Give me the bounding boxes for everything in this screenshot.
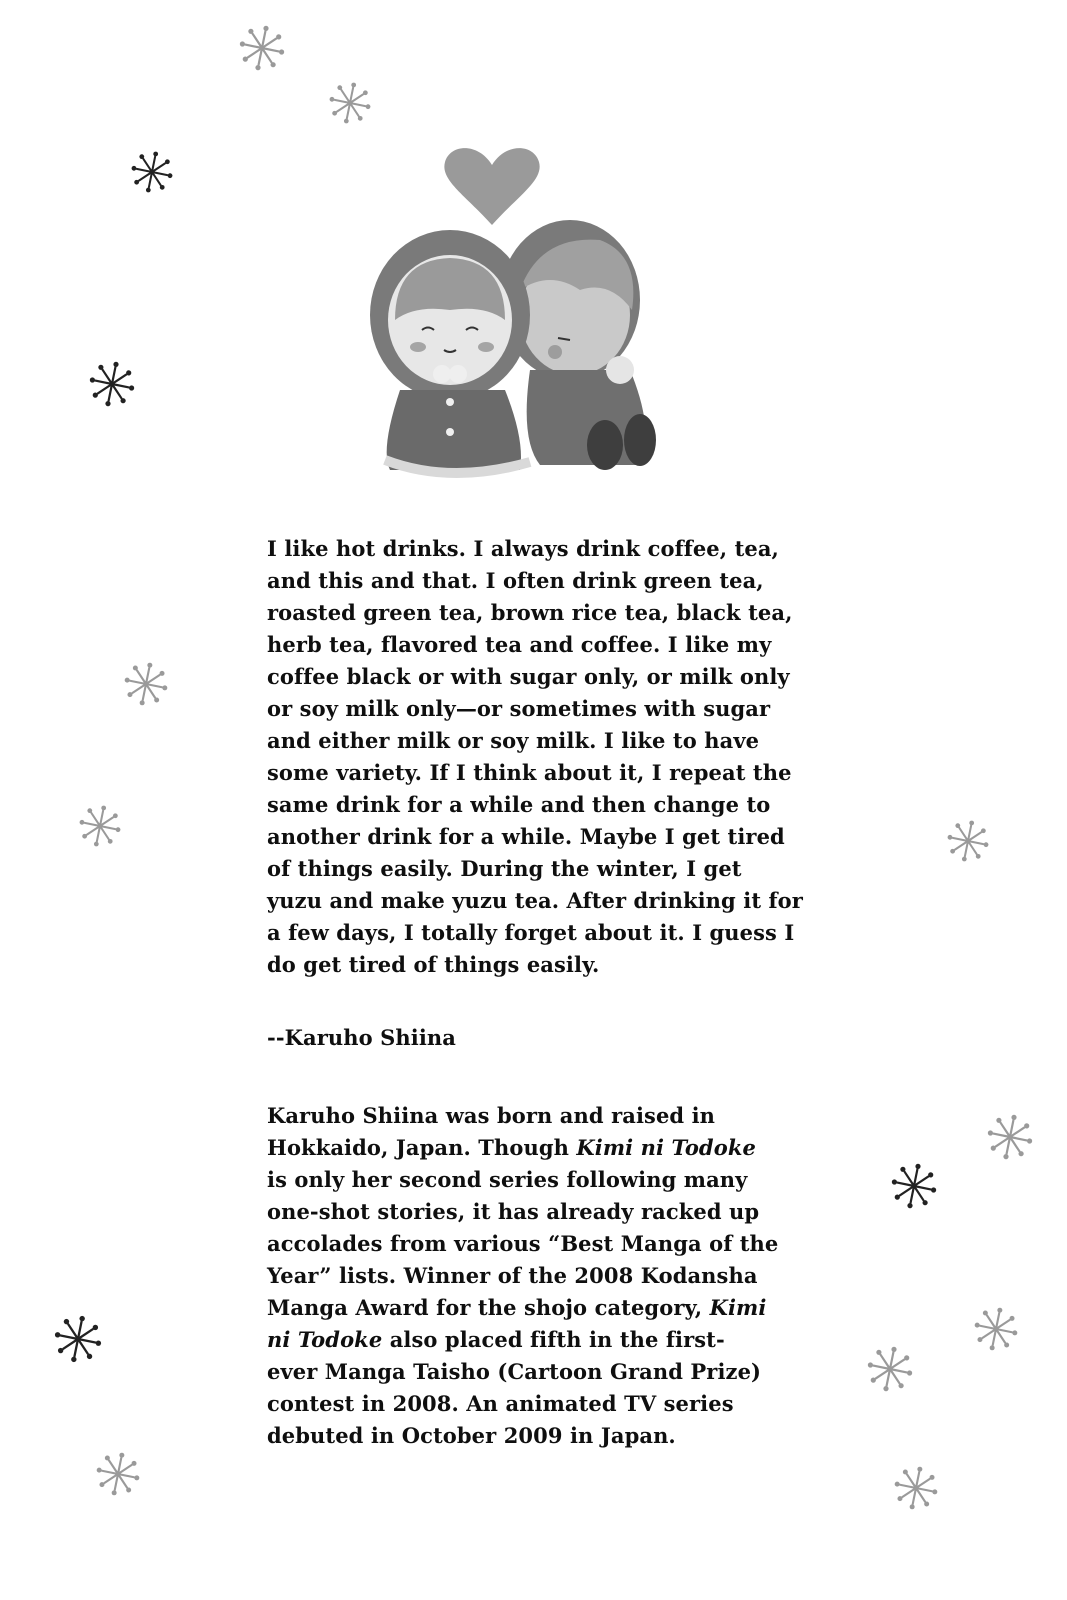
signature-text: --Karuho Shiina bbox=[267, 1025, 456, 1050]
snowflake-icon bbox=[327, 80, 373, 126]
bio-line bbox=[267, 1132, 807, 1164]
author-bio bbox=[267, 1100, 807, 1452]
essay-line: another drink for a while. Maybe I get tired bbox=[267, 824, 785, 849]
snowflake-icon bbox=[945, 818, 991, 864]
snowflake-icon bbox=[87, 359, 137, 409]
bio-line: debuted in October 2009 in Japan. bbox=[267, 1423, 676, 1448]
essay-line: and this and that. I often drink green tea, bbox=[267, 568, 764, 593]
series-title: Kimi ni Todoke bbox=[576, 1135, 756, 1160]
essay-line: roasted green tea, brown rice tea, black tea, bbox=[267, 600, 793, 625]
essay-line: a few days, I totally forget about it. I guess I bbox=[267, 920, 795, 945]
bio-line: accolades from various “Best Manga of the bbox=[267, 1231, 779, 1256]
essay-line: or soy milk only—or sometimes with sugar bbox=[267, 696, 771, 721]
author-essay bbox=[267, 533, 807, 981]
essay-line: I like hot drinks. I always drink coffee, tea, bbox=[267, 536, 779, 561]
bio-line: is only her second series following many bbox=[267, 1167, 748, 1192]
heart-icon bbox=[444, 148, 539, 225]
essay-line: yuzu and make yuzu tea. After drinking it for bbox=[267, 888, 803, 913]
essay-line: do get tired of things easily. bbox=[267, 952, 600, 977]
essay-line: coffee black or with sugar only, or milk only bbox=[267, 664, 790, 689]
snowflake-icon bbox=[865, 1344, 915, 1394]
snowflake-icon bbox=[889, 1161, 939, 1211]
bio-line bbox=[267, 1292, 807, 1324]
essay-line: of things easily. During the winter, I get bbox=[267, 856, 742, 881]
bio-text: also placed fifth in the first- bbox=[382, 1327, 725, 1352]
snowflake-icon bbox=[77, 803, 123, 849]
snowflake-icon bbox=[52, 1313, 104, 1365]
bio-line: one-shot stories, it has already racked up bbox=[267, 1199, 760, 1224]
chibi-couple-illustration bbox=[370, 140, 670, 485]
bio-line: ever Manga Taisho (Cartoon Grand Prize) bbox=[267, 1359, 762, 1384]
bio-text: Manga Award for the shojo category, bbox=[267, 1295, 710, 1320]
girl-figure bbox=[370, 230, 530, 473]
snowflake-icon bbox=[972, 1305, 1020, 1353]
snowflake-icon bbox=[985, 1112, 1035, 1162]
essay-line: and either milk or soy milk. I like to have bbox=[267, 728, 760, 753]
snowflake-icon bbox=[892, 1464, 940, 1512]
snowflake-icon bbox=[129, 149, 175, 195]
snowflake-icon bbox=[237, 23, 287, 73]
series-title: ni Todoke bbox=[267, 1327, 383, 1352]
bio-line: Year” lists. Winner of the 2008 Kodansha bbox=[267, 1263, 758, 1288]
bio-line: Karuho Shiina was born and raised in bbox=[267, 1103, 716, 1128]
essay-line: herb tea, flavored tea and coffee. I like my bbox=[267, 632, 772, 657]
bio-line bbox=[267, 1324, 807, 1356]
bio-text: Hokkaido, Japan. Though bbox=[267, 1135, 577, 1160]
essay-line: some variety. If I think about it, I repeat the bbox=[267, 760, 792, 785]
snowflake-icon bbox=[94, 1450, 142, 1498]
bio-line: contest in 2008. An animated TV series bbox=[267, 1391, 734, 1416]
essay-line: same drink for a while and then change to bbox=[267, 792, 771, 817]
series-title: Kimi bbox=[709, 1295, 767, 1320]
author-signature bbox=[267, 1022, 807, 1054]
snowflake-icon bbox=[122, 660, 170, 708]
